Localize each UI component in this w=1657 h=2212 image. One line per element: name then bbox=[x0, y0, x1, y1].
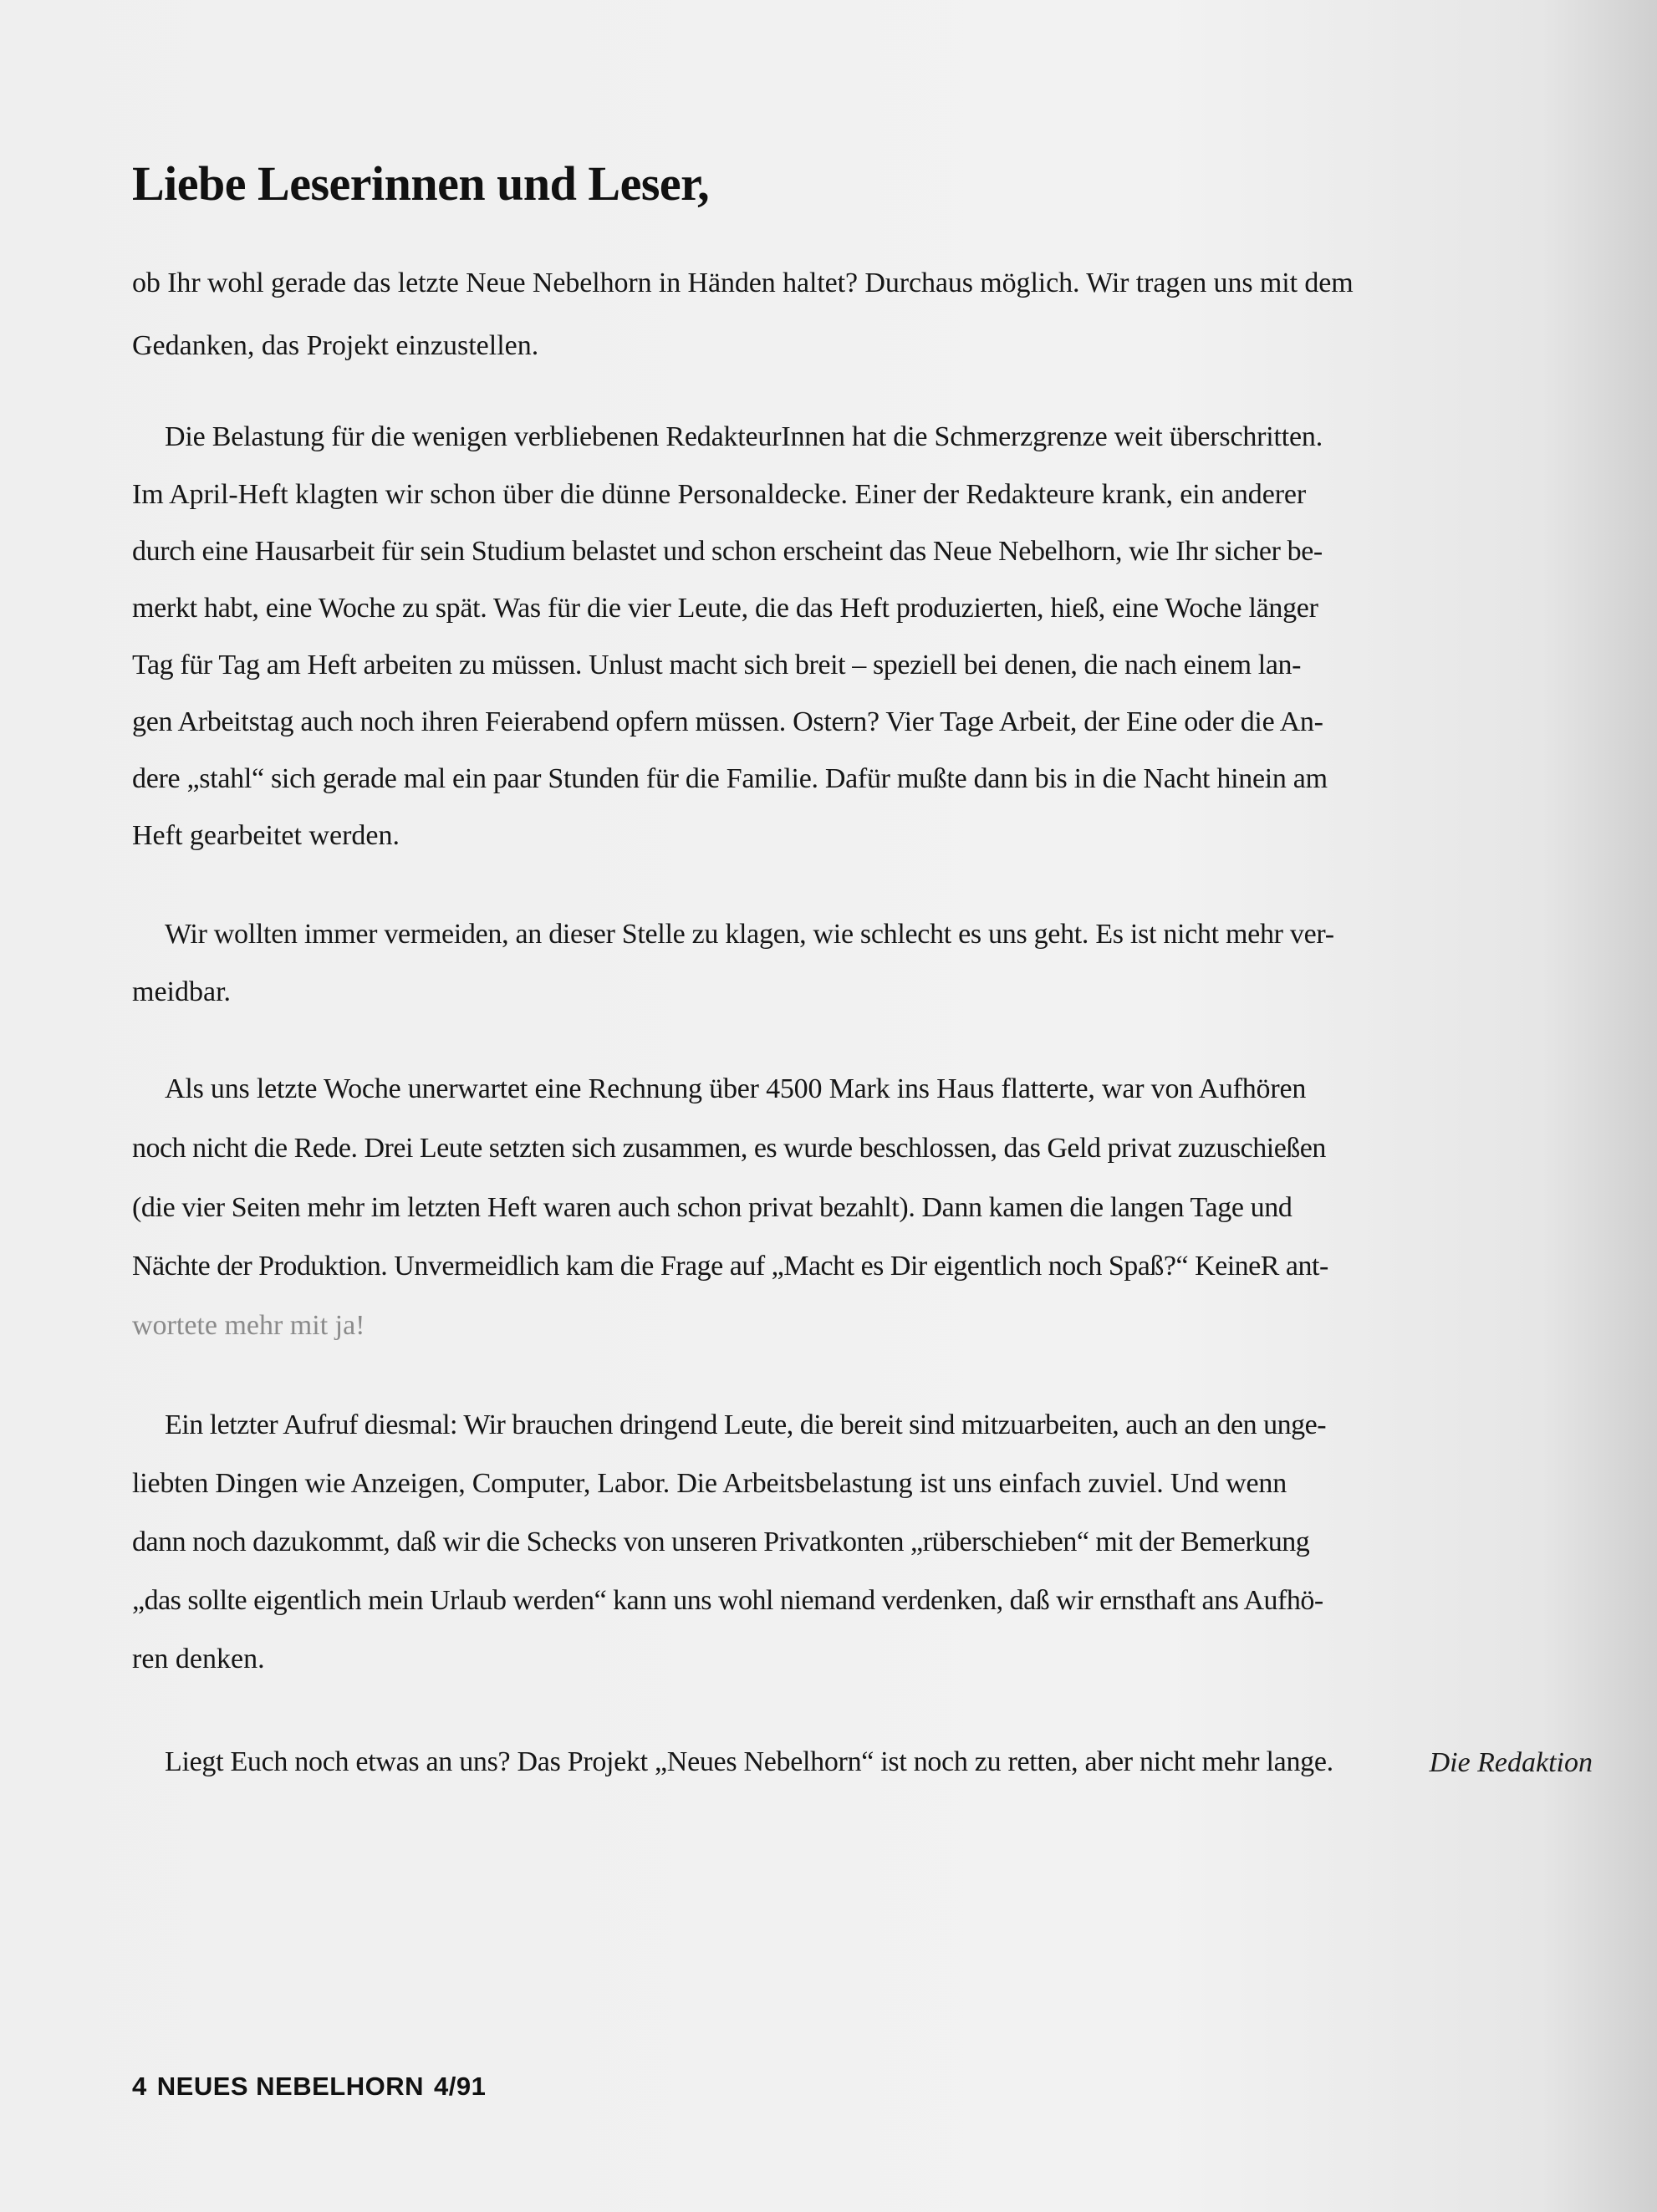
paragraph-4-line-4: Nächte der Produktion. Unvermeidlich kam die Frage auf „Macht es Dir eigentlich noch Spaß?“ KeineR ant- bbox=[132, 1251, 1328, 1282]
paragraph-1-line-2: Gedanken, das Projekt einzustellen. bbox=[132, 330, 539, 361]
paragraph-5-line-5: ren denken. bbox=[132, 1644, 265, 1674]
paragraph-5-line-3: dann noch dazukommt, daß wir die Schecks von unseren Privatkonten „rüberschieben“ mit der Bemerkung bbox=[132, 1526, 1310, 1557]
paragraph-4-line-2: noch nicht die Rede. Drei Leute setzten sich zusammen, es wurde beschlossen, das Geld privat zuzuschießen bbox=[132, 1133, 1326, 1164]
page-number: 4 bbox=[132, 2072, 147, 2101]
paragraph-2-line-7: dere „stahl“ sich gerade mal ein paar Stunden für die Familie. Dafür mußte dann bis in die Nacht hinein am bbox=[132, 763, 1328, 794]
paragraph-3-line-2: meidbar. bbox=[132, 976, 232, 1007]
signature: Die Redaktion bbox=[1429, 1747, 1593, 1778]
publication-name: NEUES NEBELHORN bbox=[156, 2072, 425, 2101]
paragraph-5-line-2: liebten Dingen wie Anzeigen, Computer, Labor. Die Arbeitsbelastung ist uns einfach zuviel. Und wenn bbox=[132, 1468, 1287, 1499]
paragraph-2-line-6: gen Arbeitstag auch noch ihren Feierabend opfern müssen. Ostern? Vier Tage Arbeit, der Eine oder die An- bbox=[132, 706, 1323, 737]
paragraph-2-line-1: Die Belastung für die wenigen verbliebenen RedakteurInnen hat die Schmerzgrenze weit überschritten. bbox=[165, 421, 1323, 452]
paragraph-5-line-1: Ein letzter Aufruf diesmal: Wir brauchen dringend Leute, die bereit sind mitzuarbeiten, auch an den unge- bbox=[165, 1409, 1327, 1440]
paragraph-4-line-3: (die vier Seiten mehr im letzten Heft waren auch schon privat bezahlt). Dann kamen die langen Tage und bbox=[132, 1192, 1292, 1223]
paragraph-2-line-4: merkt habt, eine Woche zu spät. Was für die vier Leute, die das Heft produzierten, hieß, eine Woche länger bbox=[132, 593, 1318, 624]
paragraph-6-line-1: Liegt Euch noch etwas an uns? Das Projekt „Neues Nebelhorn“ ist noch zu retten, aber nicht mehr lange. bbox=[165, 1746, 1333, 1777]
paragraph-2-line-3: durch eine Hausarbeit für sein Studium belastet und schon erscheint das Neue Nebelhorn, wie Ihr sicher be- bbox=[132, 536, 1323, 567]
issue-number: 4/91 bbox=[434, 2072, 487, 2101]
paragraph-5-line-4: „das sollte eigentlich mein Urlaub werden“ kann uns wohl niemand verdenken, daß wir ernsthaft ans Aufhö- bbox=[132, 1585, 1323, 1616]
page-footer bbox=[132, 2072, 486, 2102]
paragraph-4-line-5: wortete mehr mit ja! bbox=[132, 1310, 365, 1341]
paragraph-2-line-8: Heft gearbeitet werden. bbox=[132, 820, 400, 851]
paragraph-3-line-1: Wir wollten immer vermeiden, an dieser Stelle zu klagen, wie schlecht es uns geht. Es ist nicht mehr ver- bbox=[165, 919, 1334, 950]
paragraph-1-line-1: ob Ihr wohl gerade das letzte Neue Nebelhorn in Händen haltet? Durchaus möglich. Wir tragen uns mit dem bbox=[132, 268, 1354, 298]
page-title: Liebe Leserinnen und Leser, bbox=[132, 156, 710, 211]
paragraph-2-line-2: Im April-Heft klagten wir schon über die dünne Personaldecke. Einer der Redakteure krank, ein anderer bbox=[132, 479, 1307, 510]
paragraph-2-line-5: Tag für Tag am Heft arbeiten zu müssen. Unlust macht sich breit – speziell bei denen, die nach einem lan- bbox=[132, 650, 1302, 680]
paragraph-4-line-1: Als uns letzte Woche unerwartet eine Rechnung über 4500 Mark ins Haus flatterte, war von Aufhören bbox=[165, 1073, 1307, 1104]
